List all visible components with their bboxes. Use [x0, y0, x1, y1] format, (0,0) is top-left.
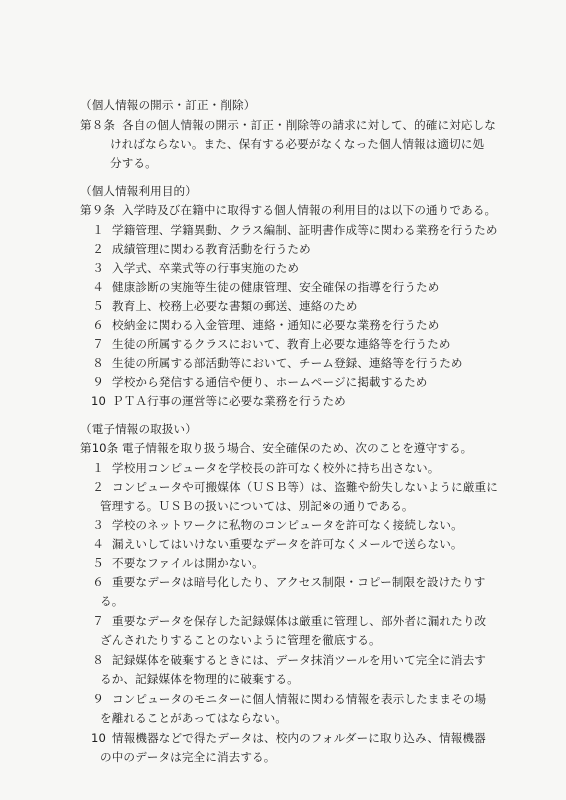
list-item-number: ２ — [92, 480, 104, 494]
list-item-continuation: の中のデータは完全に消去する。 — [100, 750, 276, 764]
list-item-number: ８ — [92, 356, 104, 370]
list-item: 学籍管理、学籍異動、クラス編制、証明書作成等に関わる業務を行うため — [112, 223, 498, 237]
list-item: 入学式、卒業式等の行事実施のため — [112, 261, 300, 275]
list-item-number: ６ — [92, 575, 104, 589]
article-text: 分する。 — [110, 156, 157, 170]
list-item-continuation: を離れることがあってはならない。 — [100, 711, 287, 725]
section-heading: （個人情報の開示・訂正・削除） — [80, 98, 256, 112]
list-item-number: ２ — [92, 242, 104, 256]
list-item: 学校のネットワークに私物のコンピュータを許可なく接続しない。 — [112, 518, 463, 532]
list-item-number: ５ — [92, 299, 104, 313]
section-heading: （電子情報の取扱い） — [80, 422, 197, 436]
list-item-number: 10 — [91, 394, 106, 408]
list-item-number: ３ — [92, 261, 104, 275]
list-item-continuation: ざんされたりすることのないように管理を徹底する。 — [100, 633, 381, 647]
list-item: 情報機器などで得たデータは、校内のフォルダーに取り込み、情報機器 — [112, 731, 486, 745]
list-item-number: 10 — [91, 731, 106, 745]
article-text: 入学時及び在籍中に取得する個人情報の利用目的は以下の通りである。 — [122, 203, 497, 217]
list-item: 学校用コンピュータを学校長の許可なく校外に持ち出さない。 — [112, 461, 440, 475]
list-item: 生徒の所属するクラスにおいて、教育上必要な連絡等を行うため — [112, 337, 451, 351]
list-item: 健康診断の実施等生徒の健康管理、安全確保の指導を行うため — [112, 280, 440, 294]
list-item-continuation: 管理する。ＵＳＢの扱いについては、別記※の通りである。 — [100, 499, 414, 513]
list-item-continuation: る。 — [100, 594, 124, 608]
list-item-number: ７ — [92, 614, 104, 628]
list-item-number: ５ — [92, 556, 104, 570]
list-item-continuation: るか、記録媒体を物理的に破棄する。 — [100, 672, 299, 686]
list-item-number: ６ — [92, 318, 104, 332]
article-text: 各自の個人情報の開示・訂正・削除等の請求に対して、的確に対応しな — [122, 118, 496, 132]
article-text: ければならない。また、保有する必要がなくなった個人情報は適切に処 — [110, 137, 485, 151]
list-item-number: １ — [92, 461, 104, 475]
list-item-number: ３ — [92, 518, 104, 532]
article-label: 第８条 — [80, 118, 116, 132]
list-item: 成績管理に関わる教育活動を行うため — [112, 242, 311, 256]
article-label: 第10条 — [80, 441, 119, 455]
list-item-number: ９ — [92, 375, 104, 389]
list-item: 生徒の所属する部活動等において、チーム登録、連絡等を行うため — [112, 356, 463, 370]
list-item: 重要なデータは暗号化したり、アクセス制限・コピー制限を設けたりす — [112, 575, 486, 589]
list-item: コンピュータのモニターに個人情報に関わる情報を表示したままその場 — [112, 692, 487, 706]
list-item: 重要なデータを保存した記録媒体は厳重に管理し、部外者に漏れたり改 — [112, 614, 487, 628]
list-item: 学校から発信する通信や便り、ホームページに掲載するため — [112, 375, 428, 389]
list-item: ＰＴＡ行事の運営等に必要な業務を行うため — [112, 394, 346, 408]
article-text: 電子情報を取り扱う場合、安全確保のため、次のことを遵守する。 — [122, 441, 473, 455]
list-item-number: ７ — [92, 337, 104, 351]
list-item: 不要なファイルは開かない。 — [112, 556, 264, 570]
list-item-number: １ — [92, 223, 104, 237]
list-item-number: ４ — [92, 280, 104, 294]
list-item-number: ９ — [92, 692, 104, 706]
list-item: 記録媒体を破棄するときには、データ抹消ツールを用いて完全に消去す — [112, 653, 486, 667]
article-label: 第９条 — [80, 203, 116, 217]
list-item: コンピュータや可搬媒体（ＵＳＢ等）は、盗難や紛失しないように厳重に — [112, 480, 498, 494]
list-item: 教育上、校務上必要な書類の郵送、連絡のため — [112, 299, 358, 313]
section-heading: （個人情報利用目的） — [80, 184, 197, 198]
list-item-number: ４ — [92, 537, 104, 551]
list-item: 漏えいしてはいけない重要なデータを許可なくメールで送らない。 — [112, 537, 463, 551]
list-item: 校納金に関わる入金管理、連絡・通知に必要な業務を行うため — [112, 318, 440, 332]
list-item-number: ８ — [92, 653, 104, 667]
